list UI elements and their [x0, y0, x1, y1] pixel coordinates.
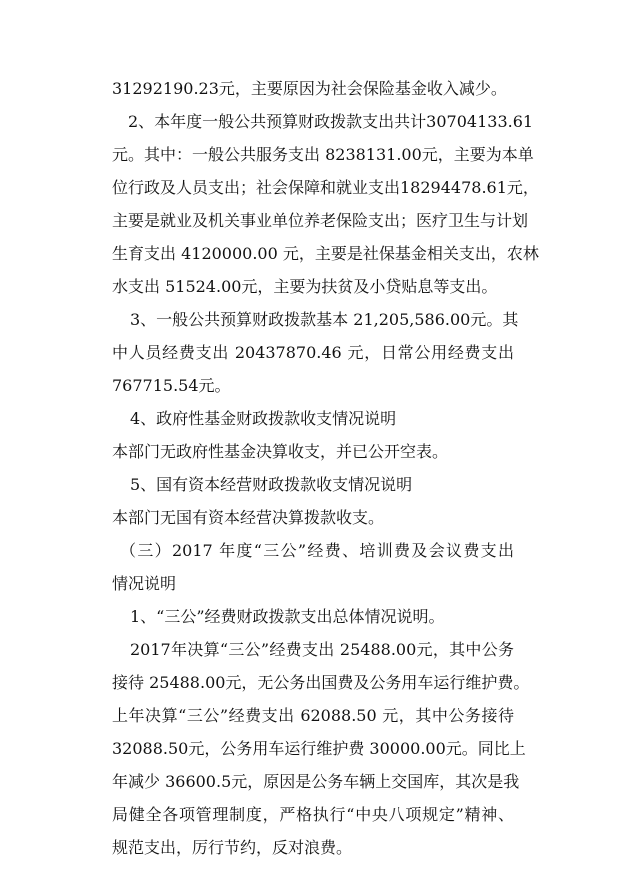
text-line: 中人员经费支出 20437870.46 元，日常公用经费支出	[112, 343, 514, 362]
text-line: 局健全各项管理制度，严格执行“中央八项规定”精神、	[112, 805, 514, 824]
text-line: 本部门无国有资本经营决算拨款收支。	[112, 508, 385, 527]
text-line: 生育支出 4120000.00 元，主要是社保基金相关支出，农林	[112, 244, 539, 263]
section-heading: 5、国有资本经营财政拨款收支情况说明	[130, 475, 413, 494]
section-heading: 4、政府性基金财政拨款收支情况说明	[130, 409, 397, 428]
text-line: 2、本年度一般公共预算财政拨款支出共计30704133.61	[128, 112, 534, 131]
section-heading: 情况说明	[112, 574, 177, 593]
text-line: 31292190.23元，主要原因为社会保险基金收入减少。	[112, 79, 507, 98]
text-line: 上年决算“三公”经费支出 62088.50 元，其中公务接待	[112, 706, 514, 725]
text-line: 32088.50元，公务用车运行维护费 30000.00元。同比上	[112, 739, 526, 758]
text-line: 年减少 36600.5元，原因是公务车辆上交国库，其次是我	[112, 772, 520, 791]
text-line: 767715.54元。	[112, 376, 231, 395]
section-heading: （三）2017 年度“三公”经费、培训费及会议费支出	[120, 541, 514, 560]
text-line: 元。其中：一般公共服务支出 8238131.00元，主要为本单	[112, 145, 534, 164]
text-line: 规范支出，厉行节约，反对浪费。	[112, 838, 353, 857]
text-line: 位行政及人员支出；社会保障和就业支出18294478.61元，	[112, 178, 539, 197]
subsection-heading: 1、“三公”经费财政拨款支出总体情况说明。	[130, 607, 445, 626]
text-line: 水支出 51524.00元，主要为扶贫及小贷贴息等支出。	[112, 277, 498, 296]
text-line: 接待 25488.00元，无公务出国费及公务用车运行维护费。	[112, 673, 530, 692]
text-line: 2017年决算“三公”经费支出 25488.00元，其中公务	[130, 640, 514, 659]
text-line: 主要是就业及机关事业单位养老保险支出；医疗卫生与计划	[112, 211, 529, 230]
text-line: 3、一般公共预算财政拨款基本 21,205,586.00元。其	[130, 310, 519, 329]
text-line: 本部门无政府性基金决算收支，并已公开空表。	[112, 442, 449, 461]
